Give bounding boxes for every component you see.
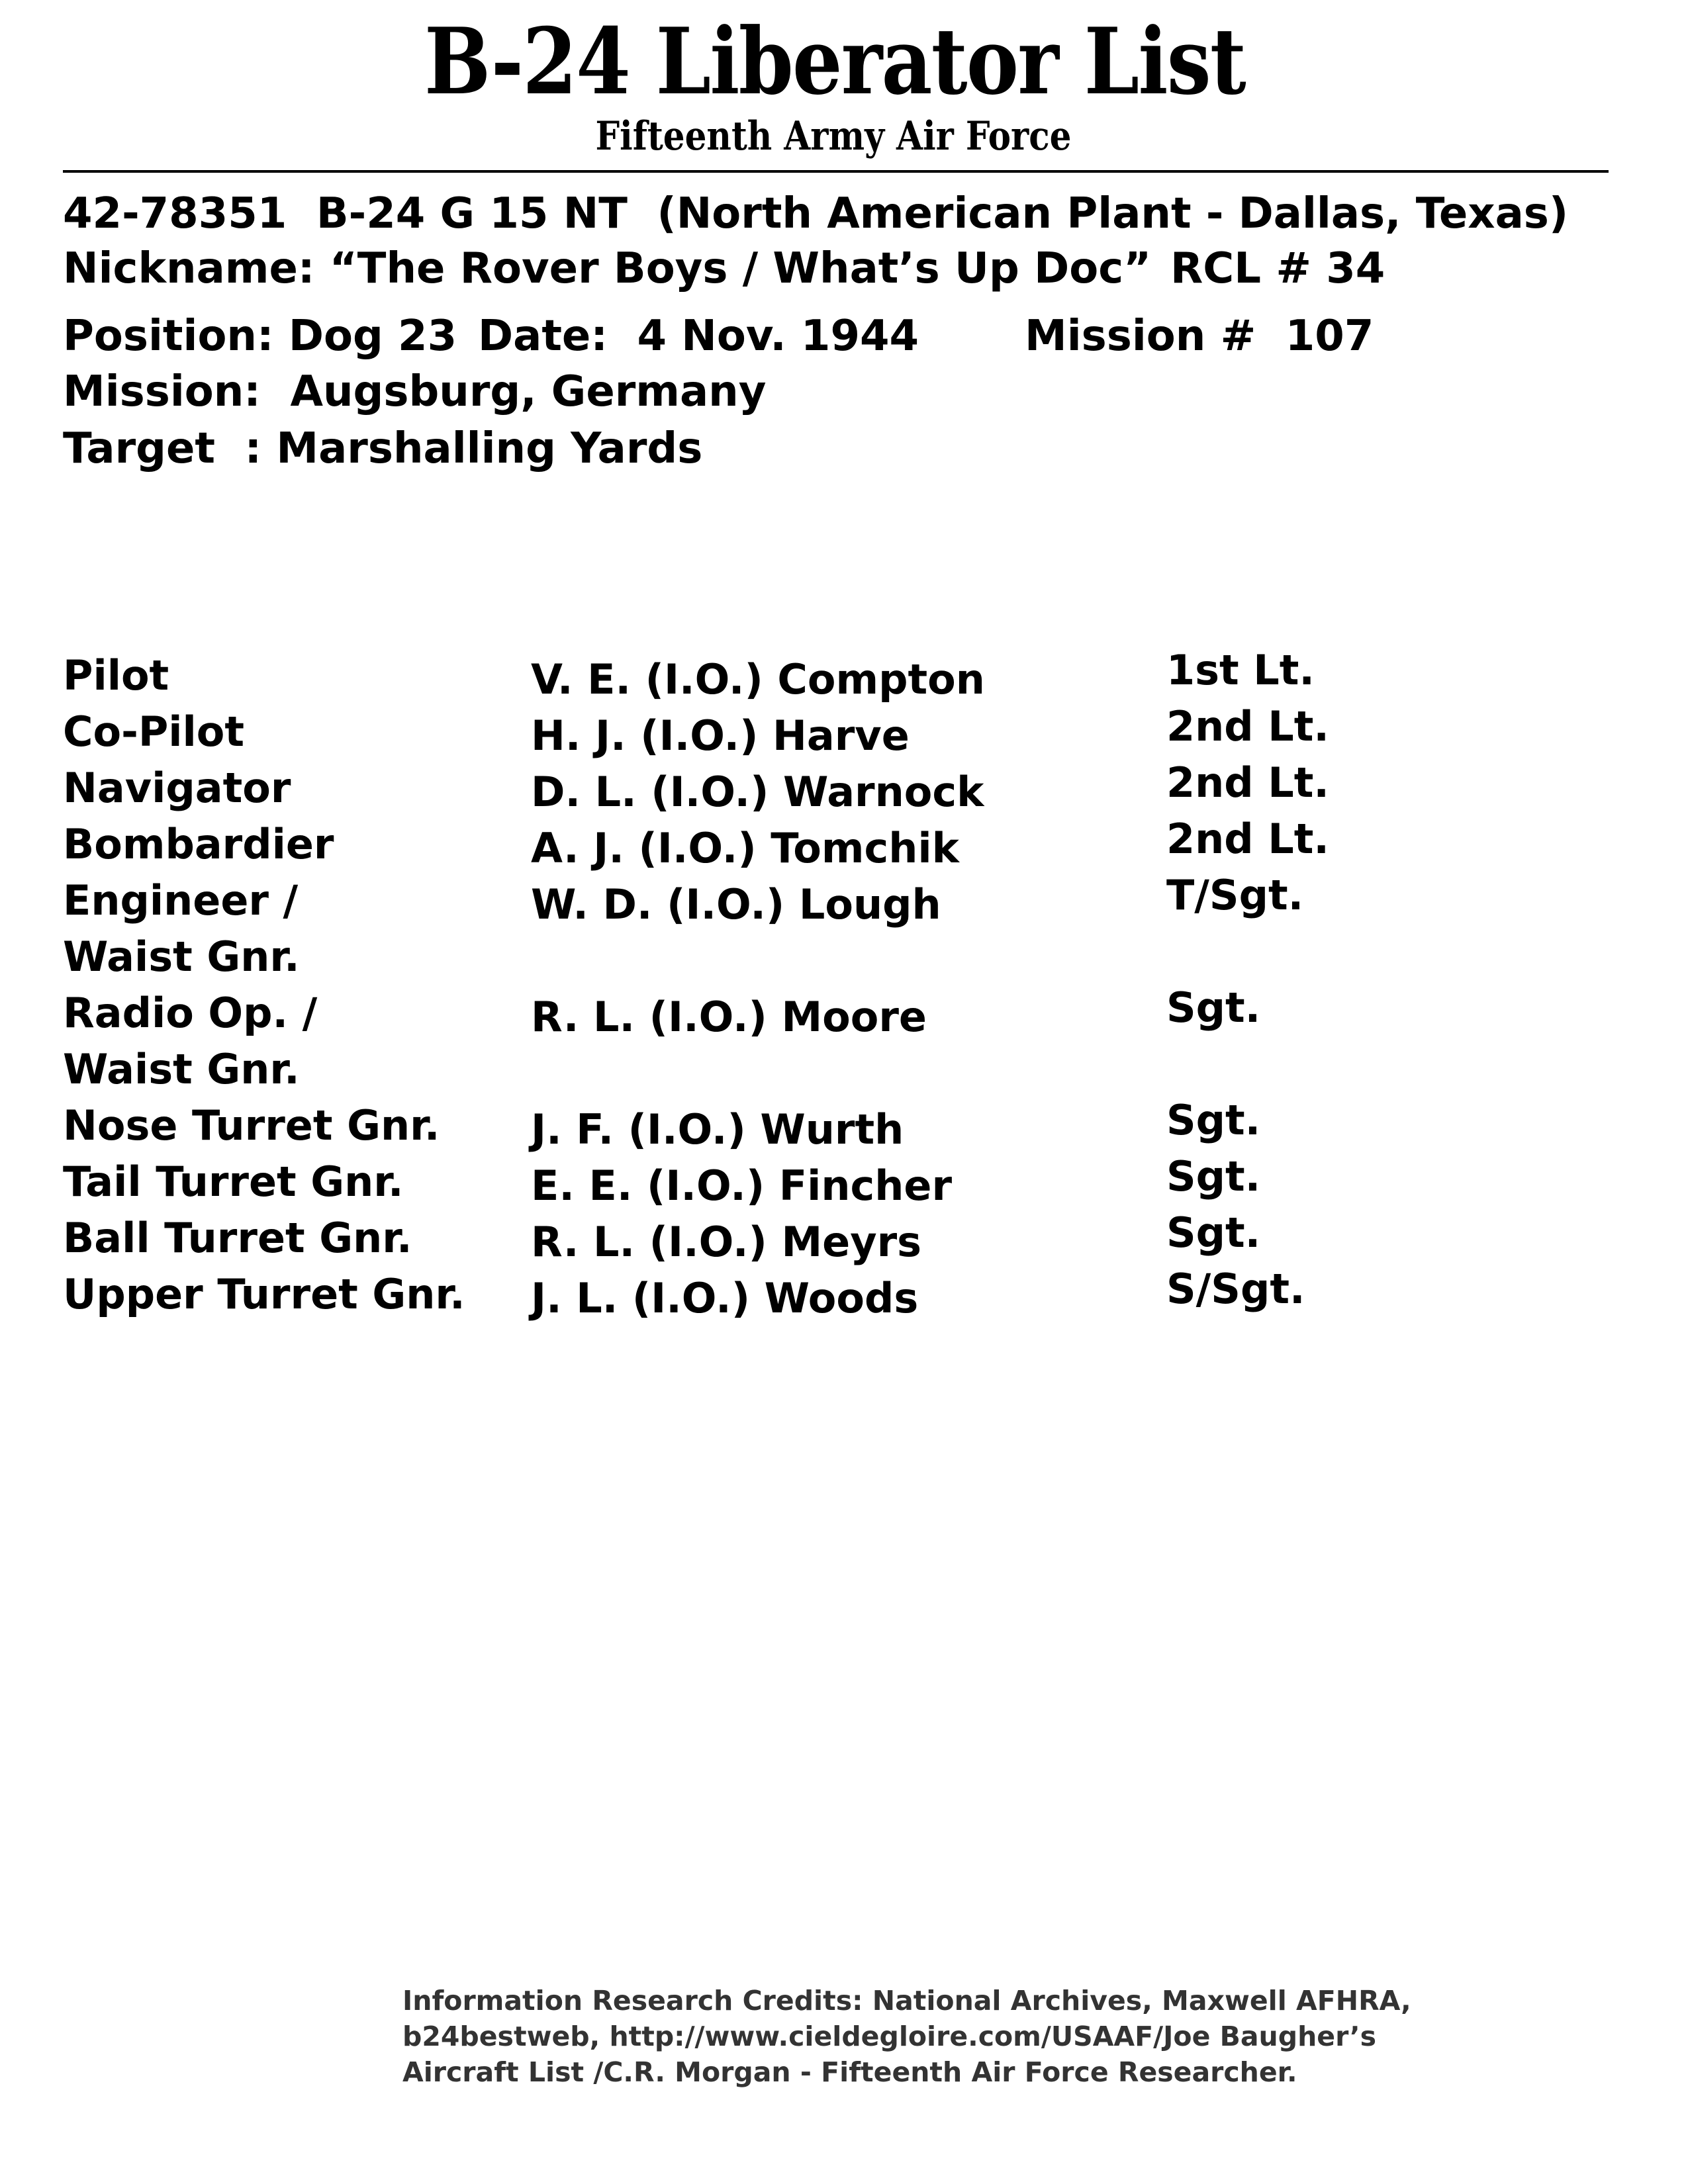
mission-date: Date: 4 Nov. 1944	[478, 312, 919, 361]
header-divider	[63, 170, 1609, 173]
crew-rank: 1st Lt.	[1166, 646, 1315, 694]
crew-rank: 2nd Lt.	[1166, 815, 1329, 863]
crew-rank: Sgt.	[1166, 1096, 1261, 1144]
crew-name: J. L. (I.O.) Woods	[531, 1274, 919, 1322]
mission-position: Position: Dog 23	[63, 312, 457, 361]
crew-name: H. J. (I.O.) Harve	[531, 711, 910, 760]
crew-rank: Sgt.	[1166, 1208, 1261, 1257]
crew-rank: 2nd Lt.	[1166, 758, 1329, 807]
research-credits	[402, 1983, 1594, 2090]
crew-name: A. J. (I.O.) Tomchik	[531, 824, 959, 872]
crew-name: V. E. (I.O.) Compton	[531, 655, 985, 704]
crew-role: Radio Op. / Waist Gnr.	[63, 989, 318, 1093]
page-subtitle: Fifteenth Army Air Force	[595, 113, 1072, 159]
crew-name-column	[531, 651, 985, 1326]
crew-role: Tail Turret Gnr.	[63, 1158, 404, 1206]
crew-name: J. F. (I.O.) Wurth	[531, 1105, 904, 1154]
aircraft-rcl: RCL # 34	[1170, 244, 1385, 293]
crew-rank-column	[1166, 642, 1329, 1317]
crew-name: W. D. (I.O.) Lough	[531, 880, 941, 929]
crew-role: Co-Pilot	[63, 707, 245, 756]
crew-rank: S/Sgt.	[1166, 1265, 1305, 1313]
crew-role: Upper Turret Gnr.	[63, 1270, 465, 1318]
mission-number: Mission # 107	[1025, 312, 1374, 361]
crew-role-column	[63, 647, 465, 1322]
aircraft-nickname: Nickname: “The Rover Boys / What’s Up Doc”	[63, 244, 1152, 293]
page-title: B-24 Liberator List	[424, 7, 1246, 115]
crew-name: R. L. (I.O.) Meyrs	[531, 1218, 922, 1266]
aircraft-serial-line: 42-78351 B-24 G 15 NT (North American Plant - Dallas, Texas)	[63, 189, 1569, 238]
crew-role: Pilot	[63, 651, 169, 700]
credits-line-1: Information Research Credits: National Archives, Maxwell AFHRA,	[402, 1985, 1411, 2017]
crew-role: Bombardier	[63, 820, 334, 868]
crew-name: R. L. (I.O.) Moore	[531, 993, 927, 1041]
credits-line-3: Aircraft List /C.R. Morgan - Fifteenth Air Force Researcher.	[402, 2056, 1297, 2088]
credits-line-2: b24bestweb, http://www.cieldegloire.com/USAAF/Joe Baugher’s	[402, 2021, 1377, 2052]
crew-role: Nose Turret Gnr.	[63, 1101, 440, 1150]
crew-role: Engineer / Waist Gnr.	[63, 876, 300, 981]
mission-target: Target : Marshalling Yards	[63, 424, 703, 473]
crew-name: D. L. (I.O.) Warnock	[531, 768, 984, 816]
crew-rank: T/Sgt.	[1166, 871, 1304, 919]
crew-role: Navigator	[63, 764, 291, 812]
crew-rank: Sgt.	[1166, 983, 1261, 1032]
crew-name: E. E. (I.O.) Fincher	[531, 1161, 953, 1210]
crew-rank: Sgt.	[1166, 1152, 1261, 1201]
crew-role: Ball Turret Gnr.	[63, 1214, 412, 1262]
crew-rank: 2nd Lt.	[1166, 702, 1329, 751]
mission-location: Mission: Augsburg, Germany	[63, 367, 767, 416]
